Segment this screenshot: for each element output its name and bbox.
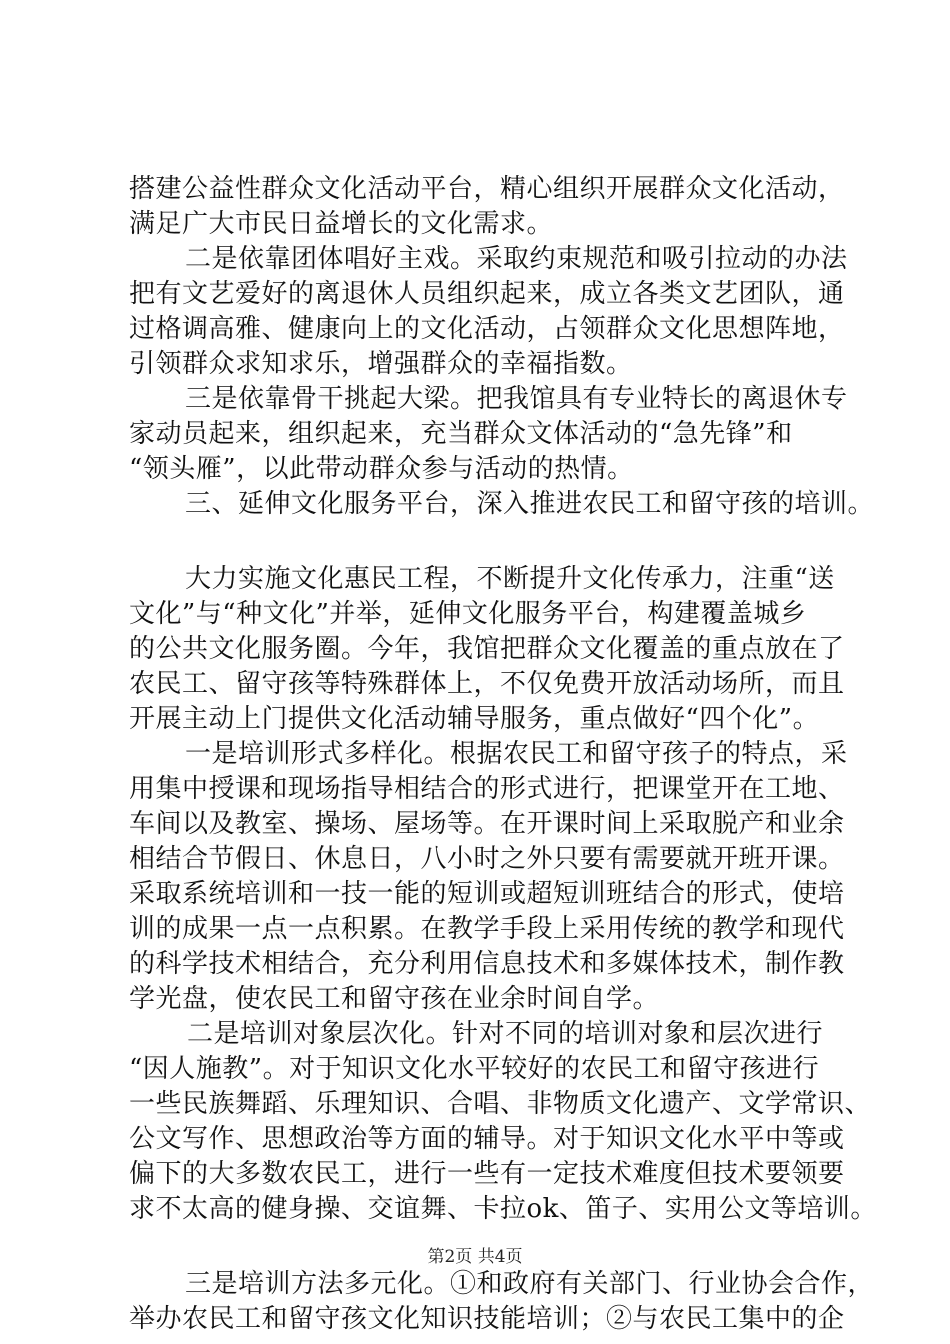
text-line: 满足广大市民日益增长的文化需求。 <box>129 209 554 239</box>
text-line: 过格调高雅、健康向上的文化活动，占领群众文化思想阵地， <box>129 314 845 344</box>
text-line: 用集中授课和现场指导相结合的形式进行，把课堂开在工地、 <box>129 774 845 804</box>
text-line: 引领群众求知求乐，增强群众的幸福指数。 <box>129 349 633 379</box>
section-heading: 三、延伸文化服务平台，深入推进农民工和留守孩的培训。 <box>185 489 875 519</box>
text-line: 举办农民工和留守孩文化知识技能培训；②与农民工集中的企 <box>129 1304 845 1334</box>
text-line: 开展主动上门提供文化活动辅导服务，重点做好“四个化”。 <box>129 704 820 734</box>
text-line: 一是培训形式多样化。根据农民工和留守孩子的特点，采 <box>185 739 848 769</box>
text-line: 偏下的大多数农民工，进行一些有一定技术难度但技术要领要 <box>129 1159 845 1189</box>
text-line: 大力实施文化惠民工程，不断提升文化传承力，注重“送 <box>185 564 835 594</box>
text-line: 求不太高的健身操、交谊舞、卡拉ok、笛子、实用公文等培训。 <box>129 1194 877 1224</box>
text-line: 训的成果一点一点积累。在教学手段上采用传统的教学和现代 <box>129 914 845 944</box>
text-line: 采取系统培训和一技一能的短训或超短训班结合的形式，使培 <box>129 879 845 909</box>
document-body <box>129 172 877 1337</box>
text-line: 农民工、留守孩等特殊群体上，不仅免费开放活动场所，而且 <box>129 669 845 699</box>
text-line: 三是依靠骨干挑起大梁。把我馆具有专业特长的离退休专 <box>185 384 848 414</box>
paragraph-gap <box>129 522 859 562</box>
text-line: 把有文艺爱好的离退休人员组织起来，成立各类文艺团队，通 <box>129 279 845 309</box>
text-line: 一些民族舞蹈、乐理知识、合唱、非物质文化遗产、文学常识、 <box>129 1089 872 1119</box>
text-line: 三是培训方法多元化。①和政府有关部门、行业协会合作， <box>185 1269 875 1299</box>
text-line: “领头雁”，以此带动群众参与活动的热情。 <box>129 454 634 484</box>
text-line: 的科学技术相结合，充分利用信息技术和多媒体技术，制作教 <box>129 949 845 979</box>
text-line: 相结合节假日、休息日，八小时之外只要有需要就开班开课。 <box>129 844 845 874</box>
text-line: “因人施教”。对于知识文化水平较好的农民工和留守孩进行 <box>129 1054 820 1084</box>
text-line: 公文写作、思想政治等方面的辅导。对于知识文化水平中等或 <box>129 1124 845 1154</box>
page-footer: 第2页 共4页 <box>427 1247 523 1267</box>
text-line: 二是培训对象层次化。针对不同的培训对象和层次进行 <box>187 1019 824 1049</box>
text-line: 家动员起来，组织起来，充当群众文体活动的“急先锋”和 <box>129 419 793 449</box>
text-line: 二是依靠团体唱好主戏。采取约束规范和吸引拉动的办法 <box>185 244 848 274</box>
text-line: 搭建公益性群众文化活动平台，精心组织开展群众文化活动， <box>129 174 845 204</box>
text-line: 文化”与“种文化”并举，延伸文化服务平台，构建覆盖城乡 <box>129 599 807 629</box>
text-line: 的公共文化服务圈。今年，我馆把群众文化覆盖的重点放在了 <box>129 634 845 664</box>
text-line: 学光盘，使农民工和留守孩在业余时间自学。 <box>129 984 660 1014</box>
text-line: 车间以及教室、操场、屋场等。在开课时间上采取脱产和业余 <box>129 809 845 839</box>
